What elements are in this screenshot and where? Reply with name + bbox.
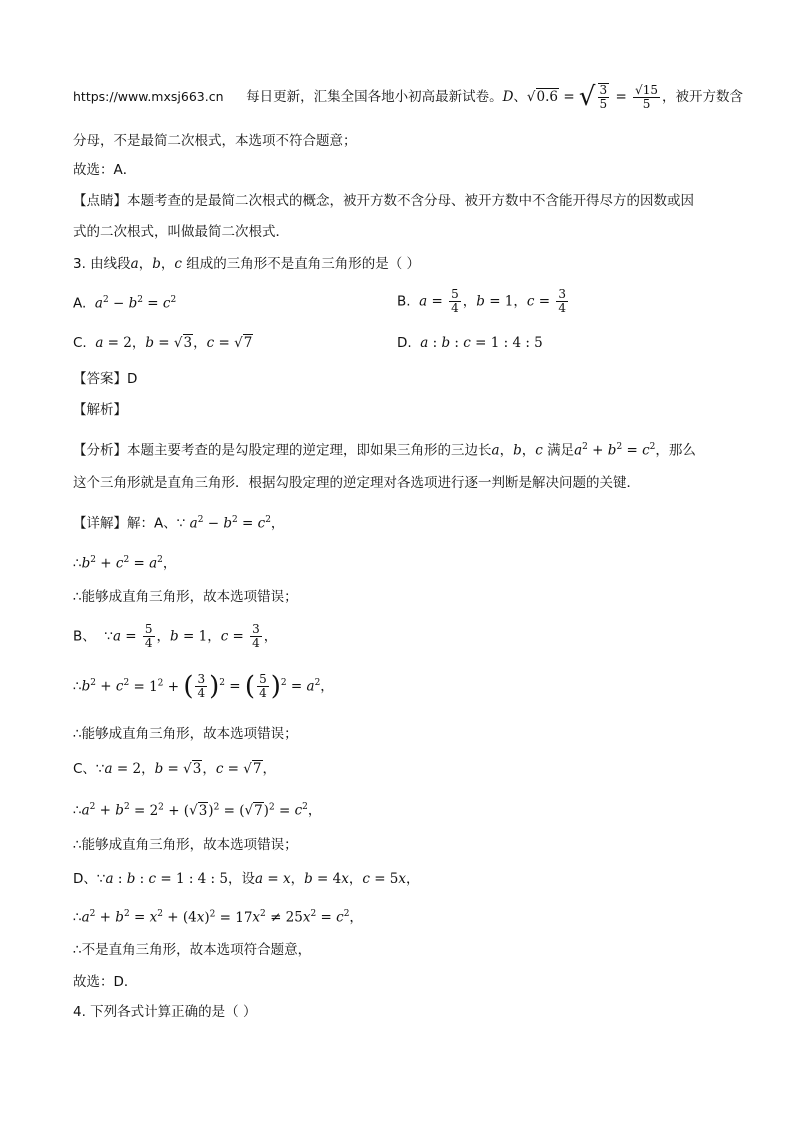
fenxi-line-2: 这个三角形就是直角三角形．根据勾股定理的逆定理对各选项进行逐一判断是解决问题的关键．	[73, 475, 640, 491]
detail-d-2: $\therefore a^2 + b^2 = x^2 + (4x)^2 = 17x^2 \ne 25x^2 = c^2$，	[73, 909, 363, 926]
conclusion-d: ∴不是直角三角形，故本选项符合题意，	[73, 942, 312, 958]
sqrt-expression: √0.6	[526, 89, 559, 105]
choose-d: 故选：D．	[73, 974, 138, 990]
option-a: A. $a^2 - b^2 = c^2$	[73, 295, 177, 312]
detail-d: D、∵a : b : c = 1 : 4 : 5，设a = x，b = 4x，c = 5x，	[73, 871, 420, 887]
detail-a-2: $\therefore b^2 + c^2 = a^2$，	[73, 555, 177, 572]
detail-c: C、∵a = 2，b = √3，c = √7，	[73, 761, 276, 777]
detail-b: B、 ∵a = $\frac{5}{4}$ ，b = 1，c = $\frac{3}{4}$ ，	[73, 622, 278, 650]
option-d: D. a : b : c = 1 : 4 : 5	[397, 335, 543, 351]
detail-c-2: $\therefore a^2 + b^2 = 2^2 + (√3)^2 = (√7)^2 = c^2$，	[73, 802, 322, 819]
option-b: B. a = $\frac{5}{4}$ ，b = 1，c = $\frac{3}{4}$	[397, 287, 566, 315]
source-slogan: 每日更新，汇集全国各地小初高最新试卷。	[246, 89, 503, 105]
comment-line: 【点睛】本题考查的是最简二次根式的概念，被开方数不含分母、被开方数中不含能开得尽方的因数或因	[73, 193, 694, 209]
comment-line: 式的二次根式，叫做最简二次根式．	[73, 224, 289, 240]
conclusion-b: ∴能够成直角三角形，故本选项错误；	[73, 726, 298, 742]
option-d-label: D	[502, 89, 514, 105]
text-line: 故选：A．	[73, 162, 137, 178]
question-3: 3. 由线段a，b，c 组成的三角形不是直角三角形的是（ ）	[73, 256, 421, 272]
analysis-label: 【解析】	[73, 402, 127, 418]
answer-label: 【答案】D	[73, 371, 138, 387]
option-c: C. a = 2，b = √3，c = √7	[73, 335, 253, 351]
header-line: https://www.mxsj663.cn 每日更新，汇集全国各地小初高最新试卷。D、√0.6 = √ $\frac{3}{5}$ = $\frac{√15}{5}$ ，被开方数含	[73, 82, 743, 112]
conclusion-c: ∴能够成直角三角形，故本选项错误；	[73, 837, 298, 853]
detail-a: 【详解】解：A、∵ $a^2 - b^2 = c^2$，	[73, 515, 285, 532]
fenxi-line: 【分析】本题主要考查的是勾股定理的逆定理，即如果三角形的三边长a，b，c 满足$a^2 + b^2 = c^2$，那么	[73, 442, 696, 459]
question-4: 4. 下列各式计算正确的是（ ）	[73, 1004, 257, 1020]
conclusion-a: ∴能够成直角三角形，故本选项错误；	[73, 589, 298, 605]
detail-b-2: $\therefore b^2 + c^2 = 1^2$ + ( $\frac{3}{4}$ )$^2$ = ( $\frac{5}{4}$ )$^2 = a^2$，	[73, 671, 334, 702]
text-line: 分母，不是最简二次根式，本选项不符合题意；	[73, 133, 357, 149]
line1-tail: ，被开方数含	[661, 89, 743, 105]
source-url[interactable]: https://www.mxsj663.cn	[73, 89, 224, 104]
